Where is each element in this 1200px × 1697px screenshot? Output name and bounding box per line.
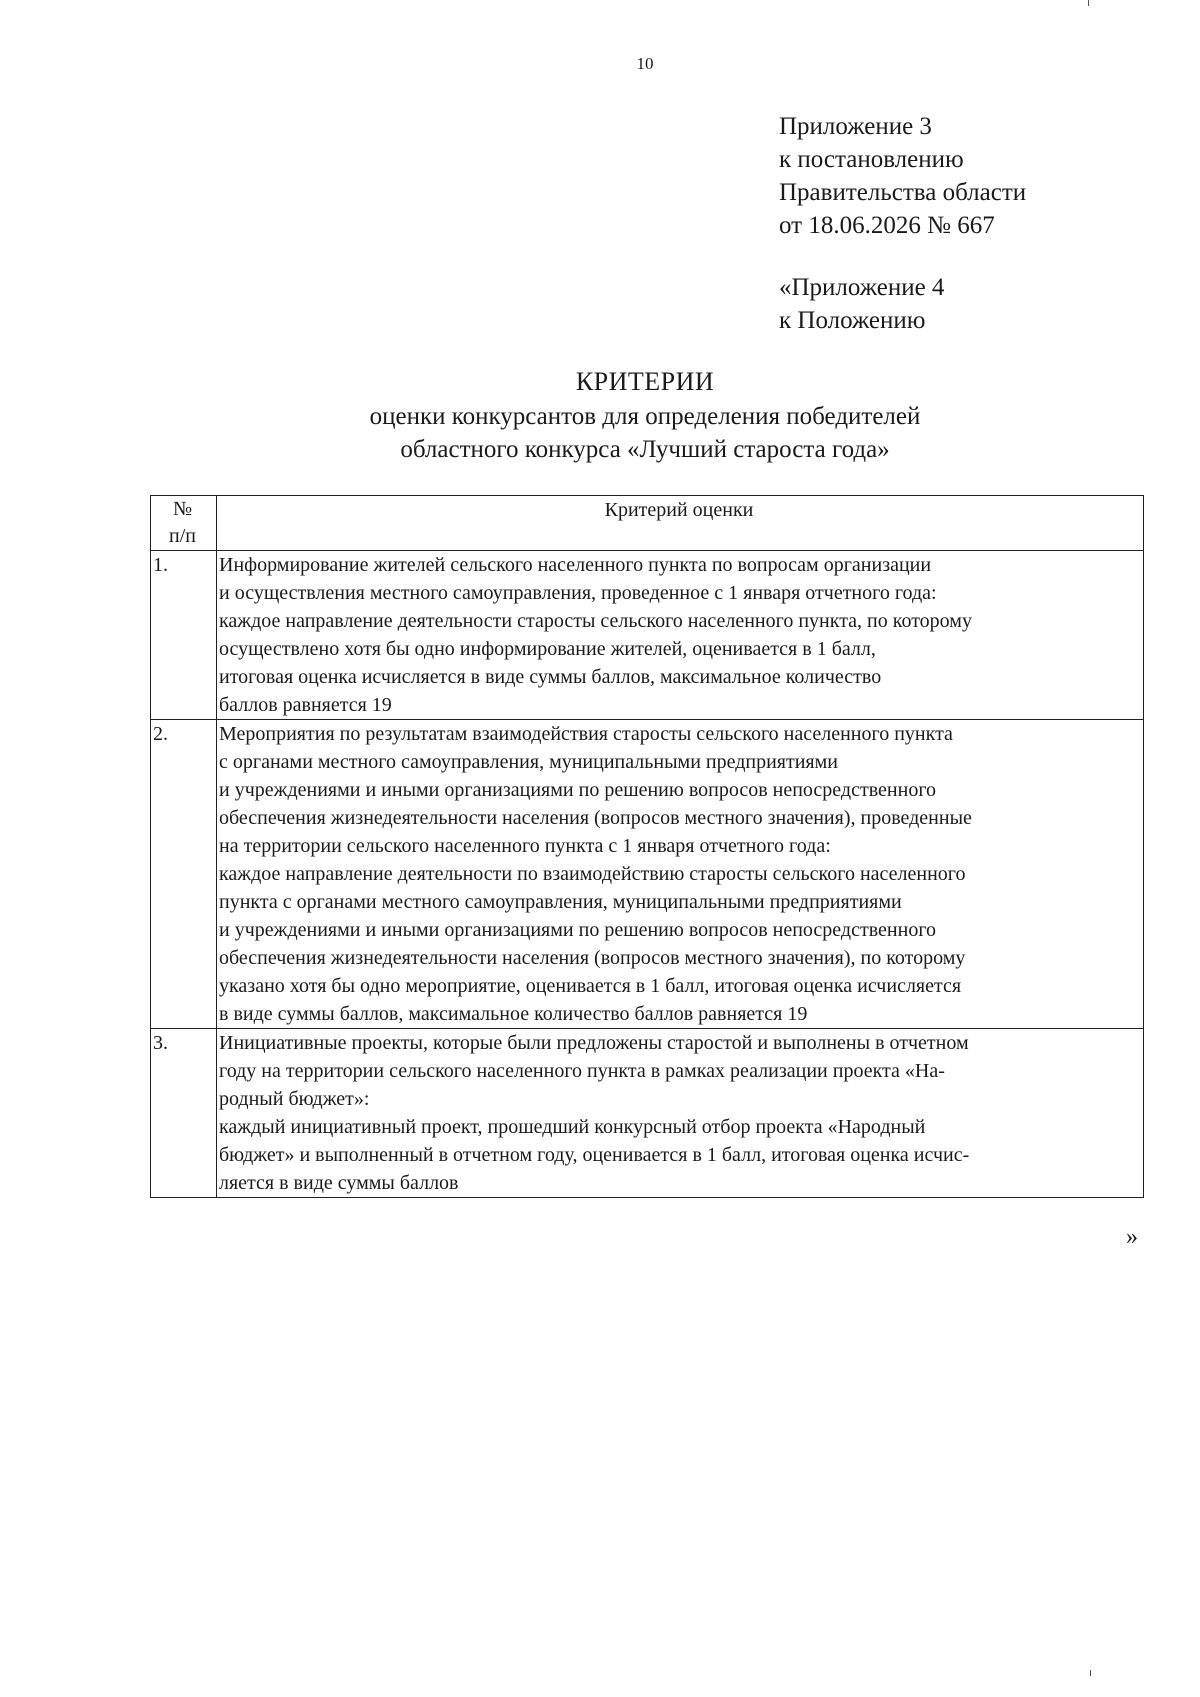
criterion-line: указано хотя бы одно мероприятие, оценивается в 1 балл, итоговая оценка исчисляется — [219, 975, 962, 997]
criterion-line: итоговая оценка исчисляется в виде суммы баллов, максимальное количество — [219, 666, 882, 688]
row-number: 2. — [151, 720, 217, 1029]
row-number: 3. — [151, 1029, 217, 1198]
header-number-label: п/п — [169, 525, 196, 547]
criterion-line: на территории сельского населенного пункта с 1 января отчетного года: — [219, 835, 831, 857]
scan-mark — [1088, 0, 1089, 6]
table-row — [151, 720, 1144, 1029]
criterion-line: и осуществления местного самоуправления, проведенное с 1 января отчетного года: — [219, 582, 937, 604]
criterion-line: Инициативные проекты, которые были предложены старостой и выполнены в отчетном — [219, 1032, 969, 1054]
page-number: 10 — [636, 54, 654, 73]
closing-quote: » — [1126, 1224, 1138, 1250]
table-row — [151, 551, 1144, 720]
row-criterion-text — [217, 720, 1144, 1029]
subtitle-line: областного конкурса «Лучший староста года» — [400, 436, 890, 463]
header-criterion-cell: Критерий оценки — [217, 496, 1144, 551]
row-criterion-text — [217, 1029, 1144, 1198]
header-number-symbol: № — [172, 498, 193, 520]
appendix-line: Правительства области — [779, 179, 1027, 206]
criterion-line: каждый инициативный проект, прошедший конкурсный отбор проекта «Народный — [219, 1116, 926, 1138]
criterion-line: Информирование жителей сельского населенного пункта по вопросам организации — [219, 554, 932, 576]
appendix-line: Приложение 3 — [779, 113, 932, 140]
appendix-quote-line: «Приложение 4 — [779, 274, 945, 301]
table-header-row — [151, 496, 1144, 551]
scan-mark — [1090, 1670, 1091, 1676]
criterion-line: каждое направление деятельности по взаимодействию старосты сельского населенного — [219, 863, 966, 885]
appendix-quote-header — [779, 271, 944, 337]
criterion-line: каждое направление деятельности старосты сельского населенного пункта, по которому — [219, 610, 972, 632]
criterion-line: осуществлено хотя бы одно информирование жителей, оценивается в 1 балл, — [219, 638, 876, 660]
criterion-line: Мероприятия по результатам взаимодействия старосты сельского населенного пункта — [219, 723, 953, 745]
row-criterion-text — [217, 551, 1144, 720]
appendix-line: от 18.06.2026 № 667 — [779, 212, 995, 239]
criterion-line: году на территории сельского населенного пункта в рамках реализации проекта «На- — [219, 1060, 945, 1082]
criterion-line: и учреждениями и иными организациями по решению вопросов непосредственного — [219, 779, 937, 801]
table-row — [151, 1029, 1144, 1198]
criterion-line: с органами местного самоуправления, муниципальными предприятиями — [219, 751, 838, 773]
criterion-line: в виде суммы баллов, максимальное количество баллов равняется 19 — [219, 1003, 808, 1025]
document-subtitle — [0, 400, 1200, 466]
appendix-quote-line: к Положению — [779, 307, 926, 334]
criterion-line: и учреждениями и иными организациями по решению вопросов непосредственного — [219, 919, 937, 941]
criterion-line: обеспечения жизнедеятельности населения (вопросов местного значения), по которому — [219, 947, 966, 969]
criterion-line: родный бюджет»: — [219, 1088, 370, 1110]
header-number-cell — [151, 496, 217, 551]
criterion-line: баллов равняется 19 — [219, 694, 392, 716]
subtitle-line: оценки конкурсантов для определения победителей — [369, 403, 921, 430]
appendix-line: к постановлению — [779, 146, 964, 173]
document-title: КРИТЕРИИ — [575, 367, 715, 396]
appendix-header — [779, 110, 1026, 242]
criterion-line: обеспечения жизнедеятельности населения (вопросов местного значения), проведенные — [219, 807, 972, 829]
row-number: 1. — [151, 551, 217, 720]
criterion-line: ляется в виде суммы баллов — [219, 1172, 459, 1194]
criteria-table — [150, 495, 1144, 1198]
criterion-line: пункта с органами местного самоуправления, муниципальными предприятиями — [219, 891, 902, 913]
criterion-line: бюджет» и выполненный в отчетном году, оценивается в 1 балл, итоговая оценка исчис- — [219, 1144, 970, 1166]
